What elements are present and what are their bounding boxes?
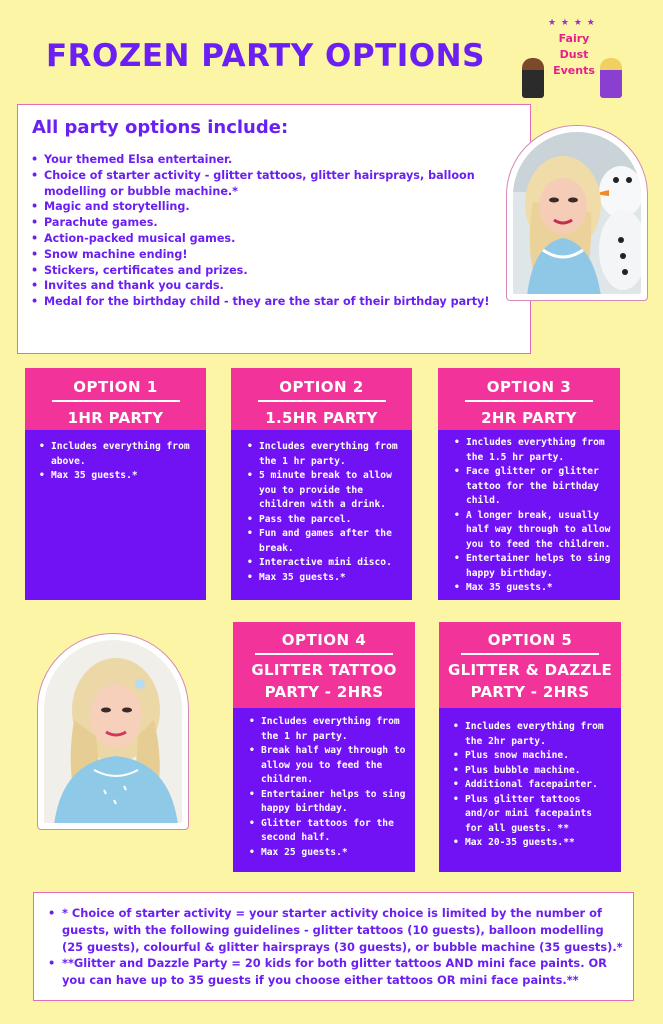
option-5-card xyxy=(439,622,621,872)
option-2-card xyxy=(231,368,412,600)
list-item: • Your themed Elsa entertainer. xyxy=(28,152,508,168)
fairy-dust-events-logo xyxy=(516,18,626,100)
option-5-header xyxy=(439,622,621,708)
option-name-line-1: GLITTER TATTOO xyxy=(251,661,397,679)
option-3-body xyxy=(438,430,620,600)
option-4-header xyxy=(233,622,415,708)
list-item: • Interactive mini disco. xyxy=(245,556,404,571)
list-item: • Magic and storytelling. xyxy=(28,199,508,215)
page-title: FROZEN PARTY OPTIONS xyxy=(46,38,485,74)
option-3-card xyxy=(438,368,620,600)
list-item: • A longer break, usually half way through to allow you to feed the children. xyxy=(452,509,614,553)
list-item: • Additional facepainter. xyxy=(451,778,615,793)
list-item: • Snow machine ending! xyxy=(28,247,508,263)
option-4-body xyxy=(233,708,415,872)
list-item: • Max 35 guests.* xyxy=(452,581,614,596)
list-item: • Stickers, certificates and prizes. xyxy=(28,263,508,279)
divider xyxy=(465,400,593,402)
list-item: • Max 20-35 guests.** xyxy=(451,836,615,851)
list-item: • Entertainer helps to sing happy birthday. xyxy=(452,552,614,581)
option-number: OPTION 3 xyxy=(486,378,572,396)
list-item: • Max 35 guests.* xyxy=(37,469,198,484)
list-item: • Glitter tattoos for the second half. xyxy=(247,817,409,846)
option-1-header xyxy=(25,368,206,430)
list-item: • Plus glitter tattoos and/or mini facepaints for all guests. ** xyxy=(451,793,615,837)
elsa-portrait-photo xyxy=(37,633,189,830)
option-name-line-2: PARTY - 2HRS xyxy=(264,683,384,701)
option-name-line-1: GLITTER & DAZZLE xyxy=(448,661,612,679)
option-number: OPTION 1 xyxy=(73,378,158,396)
elsa-olaf-photo xyxy=(506,125,648,301)
list-item: • Parachute games. xyxy=(28,215,508,231)
option-name-line-2: PARTY - 2HRS xyxy=(470,683,590,701)
list-item: • Action-packed musical games. xyxy=(28,231,508,247)
list-item: • Entertainer helps to sing happy birthday. xyxy=(247,788,409,817)
list-item: • Max 35 guests.* xyxy=(245,571,404,586)
divider xyxy=(255,653,393,655)
list-item: • Face glitter or glitter tattoo for the birthday child. xyxy=(452,465,614,509)
option-1-body xyxy=(25,430,206,600)
footnote-starter-activity: • * Choice of starter activity = your starter activity choice is limited by the number of guests, with the following guidelines - glitter tattoos (10 guests), balloon modelling (25 guests), colourful & glitter hairsprays (30 guests), or bubble machine (35 guests).* xyxy=(44,905,628,955)
option-3-header xyxy=(438,368,620,430)
option-name: 2HR PARTY xyxy=(481,409,577,427)
footnote-glitter-dazzle: • **Glitter and Dazzle Party = 20 kids for both glitter tattoos AND mini face paints. OR you can have up to 35 guests if you choose either tattoos OR mini face paints.** xyxy=(44,955,628,989)
divider xyxy=(258,400,386,402)
list-item: • Max 25 guests.* xyxy=(247,846,409,861)
list-item: • Includes everything from the 1 hr party. xyxy=(247,715,409,744)
list-item: • Includes everything from the 2hr party. xyxy=(451,720,615,749)
option-name: 1.5HR PARTY xyxy=(265,409,378,427)
list-item: • Includes everything from above. xyxy=(37,440,198,469)
option-5-body xyxy=(439,708,621,872)
list-item: • Fun and games after the break. xyxy=(245,527,404,556)
list-item: • Includes everything from the 1 hr party. xyxy=(245,440,404,469)
divider xyxy=(52,400,180,402)
logo-stars: ★ ★ ★ ★ xyxy=(548,18,596,28)
includes-heading: All party options include: xyxy=(32,117,289,138)
list-item: • Invites and thank you cards. xyxy=(28,278,508,294)
elsa-olaf-illustration xyxy=(513,132,641,294)
list-item: • Includes everything from the 1.5 hr party. xyxy=(452,436,614,465)
list-item: • Choice of starter activity - glitter tattoos, glitter hairsprays, balloon modelling or bubble machine.* xyxy=(28,168,508,200)
logo-word-dust: Dust xyxy=(559,48,589,61)
logo-word-events: Events xyxy=(553,64,595,77)
includes-list xyxy=(28,152,508,310)
includes-box xyxy=(17,104,531,354)
divider xyxy=(461,653,599,655)
elsa-portrait-illustration xyxy=(44,640,182,823)
option-number: OPTION 5 xyxy=(487,631,573,649)
option-1-card xyxy=(25,368,206,600)
option-2-body xyxy=(231,430,412,600)
option-number: OPTION 4 xyxy=(281,631,367,649)
list-item: • Break half way through to allow you to feed the children. xyxy=(247,744,409,788)
list-item: • Pass the parcel. xyxy=(245,513,404,528)
option-name: 1HR PARTY xyxy=(67,409,164,427)
princess-figure-icon xyxy=(600,58,622,98)
list-item: • Plus snow machine. xyxy=(451,749,615,764)
option-number: OPTION 2 xyxy=(279,378,364,396)
option-2-header xyxy=(231,368,412,430)
logo-word-fairy: Fairy xyxy=(558,32,590,45)
list-item: • 5 minute break to allow you to provide the children with a drink. xyxy=(245,469,404,513)
list-item: • Plus bubble machine. xyxy=(451,764,615,779)
list-item: • Medal for the birthday child - they are the star of their birthday party! xyxy=(28,294,508,310)
option-4-card xyxy=(233,622,415,872)
pirate-figure-icon xyxy=(522,58,544,98)
footnotes-box xyxy=(33,892,634,1001)
